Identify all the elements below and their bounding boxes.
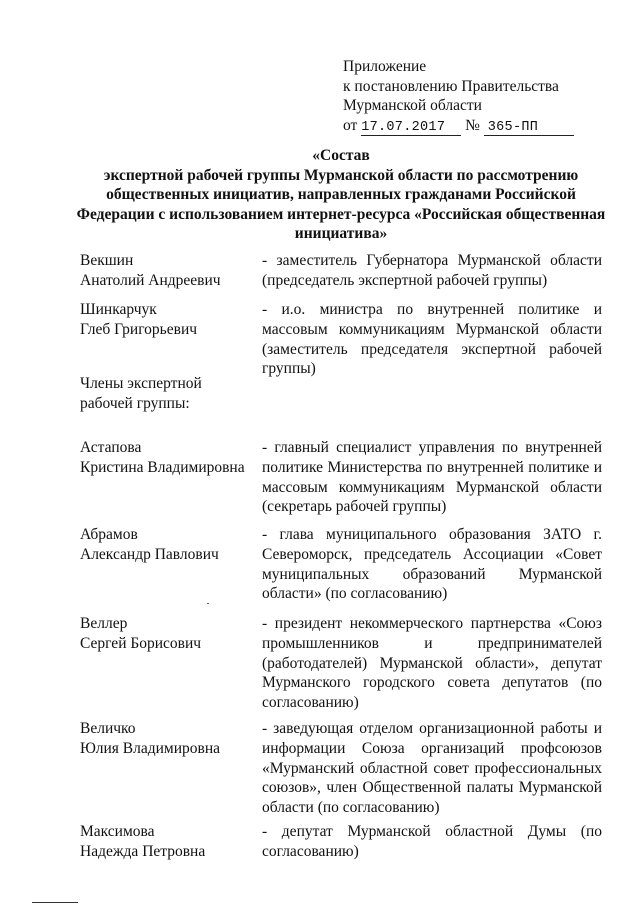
- member-name: [80, 525, 250, 565]
- appendix-line-3: Мурманской области: [343, 97, 482, 114]
- appendix-block: [343, 57, 613, 136]
- member-given-name: Александр Павлович: [80, 545, 219, 563]
- date-prefix: от: [343, 116, 358, 134]
- member-given-name: Сергей Борисович: [80, 634, 202, 652]
- member-given-name: Глеб Григорьевич: [80, 320, 198, 338]
- appendix-line-1: Приложение: [343, 58, 427, 75]
- decree-number: 365-ПП: [484, 120, 574, 136]
- member-role: - глава муниципального образования ЗАТО г. Североморск, председатель Ассоциации «Совет муниципальных образований Мурманской области» (по согласованию): [262, 526, 602, 603]
- footer-rule: [32, 902, 78, 903]
- member-name: [80, 822, 250, 862]
- title-heading: «Состав: [312, 147, 370, 164]
- appendix-line-2: к постановлению Правительства: [343, 77, 559, 95]
- members-label-line-2: рабочей группы:: [80, 394, 190, 412]
- member-surname: Абрамов: [80, 526, 138, 543]
- member-given-name: Юлия Владимировна: [80, 739, 220, 757]
- member-name: [80, 614, 250, 654]
- title-text: экспертной рабочей группы Мурманской области по рассмотрению общественных инициатив, направленных гражданами Российской Федерации с использованием интернет-ресурса «Российская общественная инициатива»: [76, 166, 606, 243]
- member-surname: Шинкарчук: [80, 301, 157, 318]
- member-role: - депутат Мурманской областной Думы (по согласованию): [262, 823, 602, 860]
- number-sign: №: [465, 116, 480, 134]
- member-name: [80, 719, 250, 759]
- member-surname: Величко: [80, 720, 136, 737]
- member-given-name: Надежда Петровна: [80, 842, 206, 860]
- member-given-name: Анатолий Андреевич: [80, 271, 221, 289]
- member-name: [80, 438, 250, 478]
- member-role: - заведующая отделом организационной работы и информации Союза организаций профсоюзов «Мурманский областной совет профессиональных союзов», член Общественной палаты Мурманской области (по согласованию): [262, 720, 602, 817]
- members-label: [80, 374, 250, 414]
- member-role: - заместитель Губернатора Мурманской области (председатель экспертной рабочей группы): [262, 252, 602, 289]
- decree-date: 17.07.2017: [361, 120, 461, 136]
- member-surname: Астапова: [80, 439, 142, 456]
- member-role: - и.о. министра по внутренней политике и массовым коммуникациям Мурманской области (заместитель председателя экспертной рабочей группы): [262, 301, 602, 378]
- member-surname: Векшин: [80, 252, 134, 269]
- document-title: [76, 146, 606, 244]
- member-role: - президент некоммерческого партнерства «Союз промышленников и предпринимателей (работодателей) Мурманской области», депутат Мурманского городского совета депутатов (по согласованию): [262, 615, 602, 712]
- member-surname: Веллер: [80, 615, 128, 632]
- member-given-name: Кристина Владимировна: [80, 458, 245, 476]
- member-name: [80, 251, 250, 291]
- member-surname: Максимова: [80, 823, 155, 840]
- member-role: - главный специалист управления по внутренней политике Министерства по внутренней политике и массовым коммуникациям Мурманской области (секретарь рабочей группы): [262, 439, 602, 516]
- appendix-date-number-line: [343, 116, 613, 136]
- speck-mark: [207, 603, 209, 604]
- member-name: [80, 300, 250, 340]
- members-label-line-1: Члены экспертной: [80, 375, 202, 392]
